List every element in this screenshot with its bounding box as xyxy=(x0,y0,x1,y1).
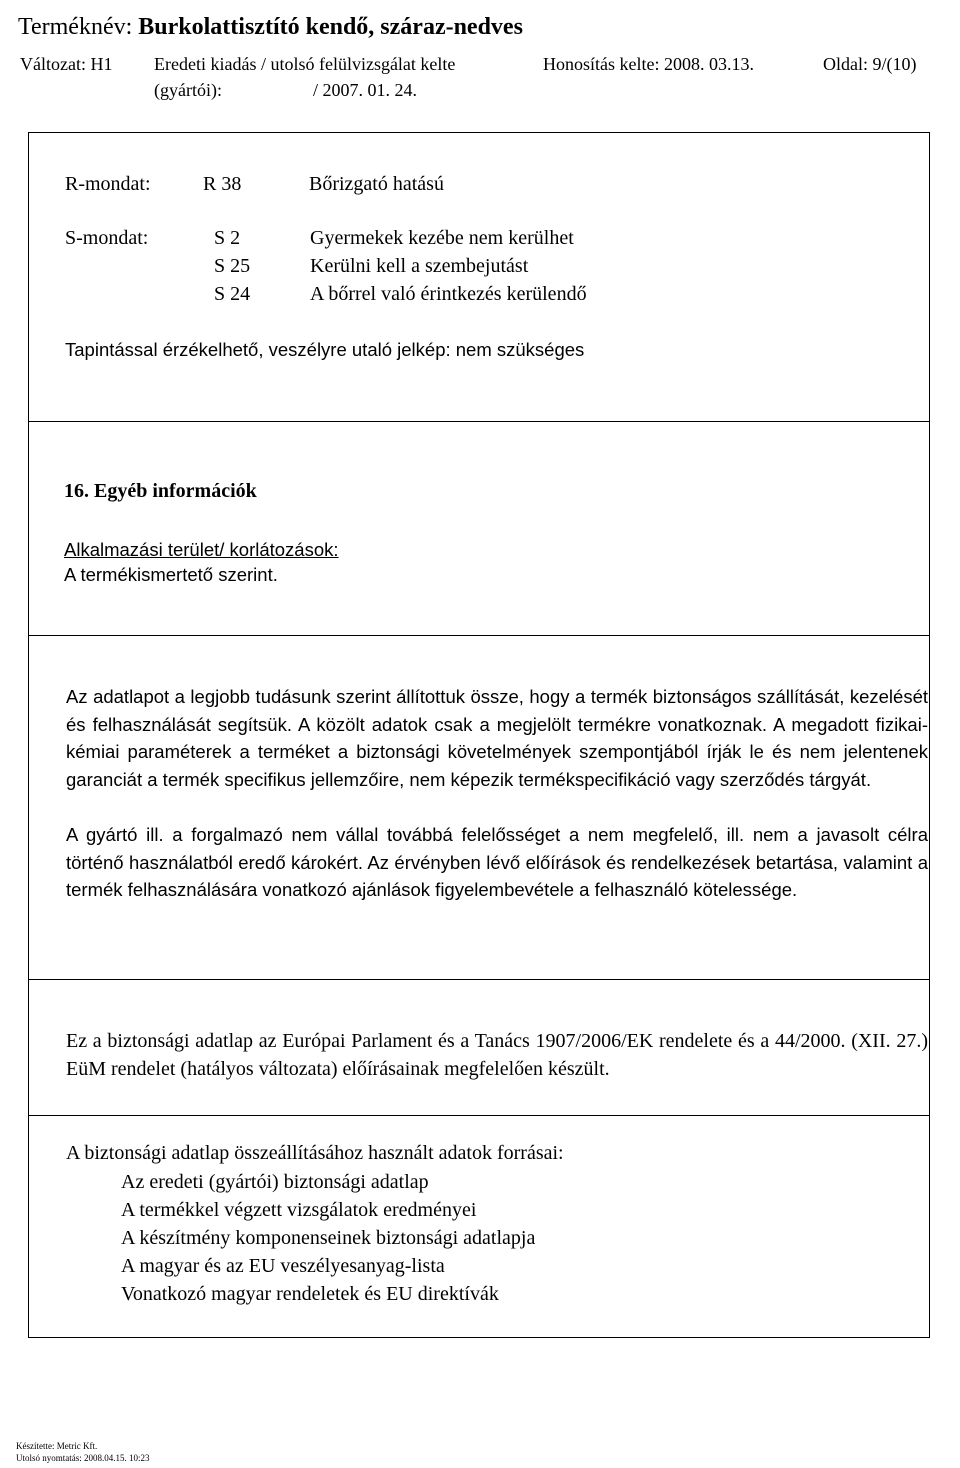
s-phrase-text: Kerülni kell a szembejutást xyxy=(310,255,529,277)
product-label: Terméknév: xyxy=(18,14,133,40)
issue-date: / 2007. 01. 24. xyxy=(313,80,418,100)
s-phrase-label: S-mondat: xyxy=(65,227,149,249)
sources-heading: A biztonsági adatlap összeállításához használt adatok forrásai: xyxy=(66,1142,564,1164)
regulation-box xyxy=(28,979,930,1116)
source-item: Vonatkozó magyar rendeletek és EU direktívák xyxy=(121,1283,499,1305)
section-heading: 16. Egyéb információk xyxy=(64,480,257,502)
disclaimer-text: Az adatlapot a legjobb tudásunk szerint állítottuk össze, hogy a termék biztonságos szállítását, kezelését és felhasználását segítsük. A közölt adatok csak a megjelölt termékre vonatkoznak. A megadott fizikai-kémiai paraméterek a terméket a biztonsági követelmények szempontjából írják le és nem jelentenek garanciát a termék specifikus jellemzőire, nem képezik termékspecifikáció vagy szerződés tárgyát. xyxy=(66,686,928,790)
s-phrase-text: Gyermekek kezébe nem kerülhet xyxy=(310,227,574,249)
source-item: A készítmény komponenseinek biztonsági adatlapja xyxy=(121,1227,536,1249)
footer-author: Készítette: Metric Kft. xyxy=(16,1441,98,1451)
product-name: Burkolattisztító kendő, száraz-nedves xyxy=(138,14,523,40)
r-phrase-code: R 38 xyxy=(203,173,242,195)
document-title xyxy=(18,14,523,41)
source-item: A termékkel végzett vizsgálatok eredményei xyxy=(121,1199,477,1221)
r-phrase-text: Bőrizgató hatású xyxy=(309,173,444,195)
source-item: Az eredeti (gyártói) biztonsági adatlap xyxy=(121,1171,429,1193)
regulation-text: Ez a biztonsági adatlap az Európai Parlament és a Tanács 1907/2006/EK rendelete és a 44/2000. (XII. 27.) EüM rendelet (hatályos változata) előírásainak megfelelően készült. xyxy=(66,1030,928,1080)
s-phrase-code: S 25 xyxy=(214,255,251,277)
version: Változat: H1 xyxy=(20,54,113,74)
s-phrase-code: S 24 xyxy=(214,283,251,305)
page-number: Oldal: 9/(10) xyxy=(823,54,917,74)
sources-box xyxy=(28,1115,930,1338)
disclaimer-box xyxy=(28,635,930,980)
r-phrase-label: R-mondat: xyxy=(65,173,151,195)
localization-date: Honosítás kelte: 2008. 03.13. xyxy=(543,54,754,74)
s-phrase-text: A bőrrel való érintkezés kerülendő xyxy=(310,283,587,305)
phrases-box xyxy=(28,132,930,422)
source-item: A magyar és az EU veszélyesanyag-lista xyxy=(121,1255,445,1277)
footer-print-date: Utolsó nyomtatás: 2008.04.15. 10:23 xyxy=(16,1453,150,1463)
issue-label-2: (gyártói): xyxy=(154,80,222,100)
section-16-box xyxy=(28,421,930,636)
disclaimer-text-2: A gyártó ill. a forgalmazó nem vállal továbbá felelősséget a nem megfelelő, ill. nem a javasolt célra történő használatból eredő károkért. Az érvényben lévő előírások és rendelkezések betartása, valamint a termék felhasználására vonatkozó ajánlások figyelembevétele a felhasználó kötelessége. xyxy=(66,824,928,900)
issue-label: Eredeti kiadás / utolsó felülvizsgálat kelte xyxy=(154,54,456,74)
s-phrase-code: S 2 xyxy=(214,227,241,249)
application-heading: Alkalmazási terület/ korlátozások: xyxy=(64,539,339,560)
application-text: A termékismertető szerint. xyxy=(64,564,278,585)
tactile-warning: Tapintással érzékelhető, veszélyre utaló jelkép: nem szükséges xyxy=(65,339,585,360)
